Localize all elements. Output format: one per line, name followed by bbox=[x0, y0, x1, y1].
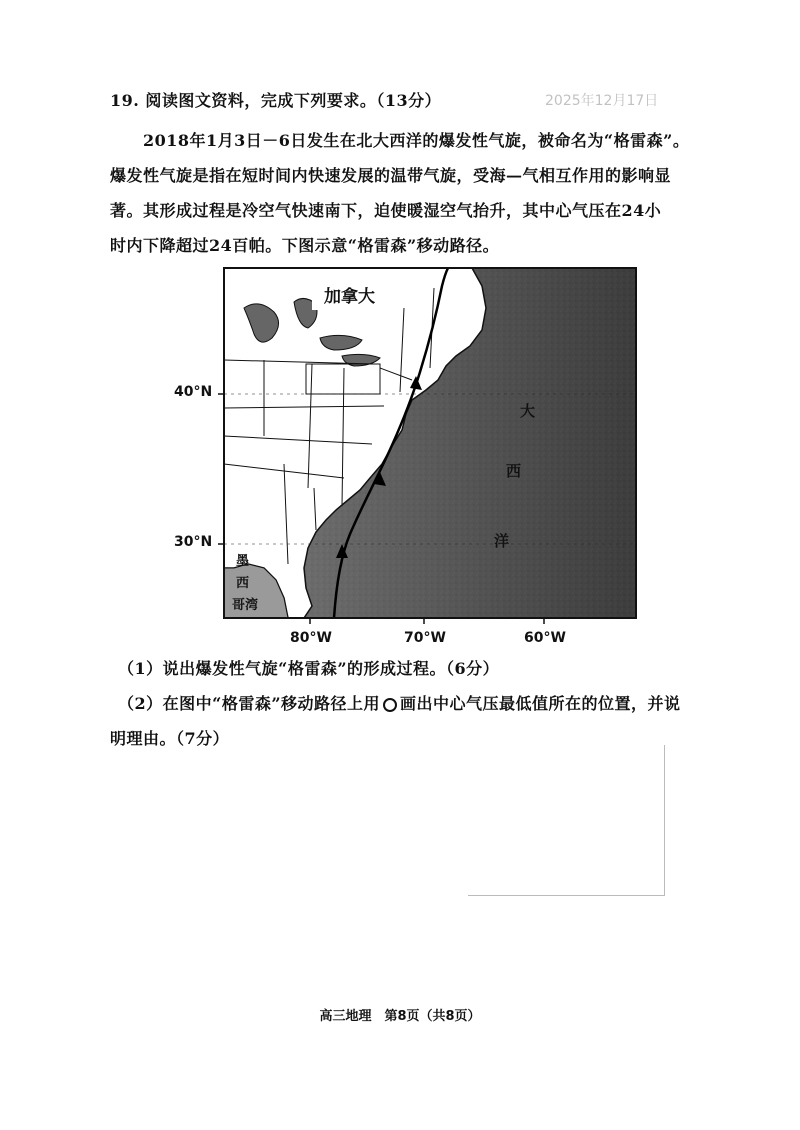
paragraph-line-4: 时内下降超过24百帕。下图示意“格雷森”移动路径。 bbox=[110, 236, 500, 255]
paragraph-line-2: 爆发性气旋是指在短时间内快速发展的温带气旋，受海—气相互作用的影响显 bbox=[110, 166, 672, 185]
label-atlantic-2: 西 bbox=[506, 462, 522, 480]
label-canada: 加拿大 bbox=[324, 287, 375, 307]
lon-label-70: 70°W bbox=[404, 630, 446, 646]
paragraph-line-1: 2018年1月3日－6日发生在北大西洋的爆发性气旋，被命名为“格雷森”。 bbox=[143, 131, 690, 150]
answer-area bbox=[468, 745, 665, 896]
page-footer: 高三地理 第8页（共8页） bbox=[319, 1009, 481, 1024]
label-atlantic-1: 大 bbox=[520, 402, 536, 420]
subquestion-2-cont: 明理由。（7分） bbox=[110, 729, 230, 748]
question-header: 19. 阅读图文资料，完成下列要求。（13分） bbox=[110, 91, 442, 110]
subquestion-2-part-a: （2）在图中“格雷森”移动路径上用 bbox=[118, 694, 381, 713]
label-mexico-3: 哥湾 bbox=[232, 598, 259, 613]
lon-label-60: 60°W bbox=[524, 630, 566, 646]
label-mexico-2: 西 bbox=[236, 576, 250, 591]
lat-label-30: 30°N bbox=[174, 534, 213, 550]
faint-stamp: 2025年12月17日 bbox=[545, 93, 659, 109]
label-mexico-1: 墨 bbox=[236, 554, 250, 569]
lon-label-80: 80°W bbox=[290, 630, 332, 646]
subquestion-2 bbox=[118, 691, 681, 714]
subquestion-2-part-b: 画出中心气压最低值所在的位置，并说 bbox=[400, 694, 681, 713]
subquestion-1: （1）说出爆发性气旋“格雷森”的形成过程。（6分） bbox=[118, 659, 500, 678]
lat-label-40: 40°N bbox=[174, 384, 213, 400]
circle-symbol-icon bbox=[383, 698, 397, 712]
label-atlantic-3: 洋 bbox=[494, 532, 510, 550]
storm-path-map bbox=[160, 262, 640, 662]
paragraph-line-3: 著。其形成过程是冷空气快速南下，迫使暖湿空气抬升，其中心气压在24小 bbox=[110, 201, 662, 220]
